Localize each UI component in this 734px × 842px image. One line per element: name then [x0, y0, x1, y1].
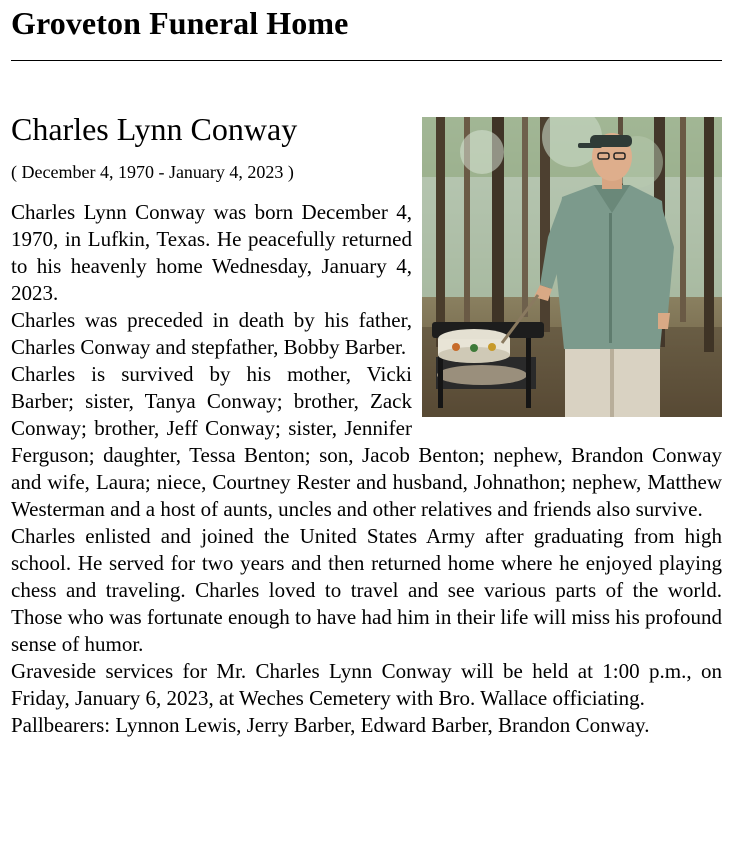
header-divider	[11, 60, 722, 61]
paragraph-pallbearers: Pallbearers: Lynnon Lewis, Jerry Barber, Edward Barber, Brandon Conway.	[11, 713, 650, 737]
paragraph-birth: Charles Lynn Conway was born December 4, 1970, in Lufkin, Texas. He peacefully returned to his heavenly home Wednesday, January 4, 2023.	[11, 200, 412, 305]
paragraph-preceded: Charles was preceded in death by his father, Charles Conway and stepfather, Bobby Barber.	[11, 308, 412, 359]
site-title: Groveton Funeral Home	[11, 5, 349, 41]
obituary	[11, 111, 722, 739]
photo-illustration	[422, 117, 722, 417]
obituary-dates: ( December 4, 1970 - January 4, 2023 )	[11, 162, 294, 182]
paragraph-survivors: Charles is survived by his mother, Vicki Barber; sister, Tanya Conway; brother, Zack Conway; brother, Jeff Conway; sister, Jennifer Ferguson; daughter, Tessa Benton; son, Jacob Benton; nephew, Brandon Conway and wife, Laura; niece, Courtney Rester and husband, Johnathon; nephew, Matthew Westerman and a host of aunts, uncles and other relatives and friends also survive.	[11, 362, 722, 521]
obituary-name: Charles Lynn Conway	[11, 111, 298, 147]
paragraph-life: Charles enlisted and joined the United States Army after graduating from high school. He served for two years and then returned home where he enjoyed playing chess and traveling. Charles loved to travel and see various parts of the world. Those who was fortunate enough to have had him in their life will miss his profound sense of humor.	[11, 524, 722, 656]
obituary-photo	[422, 117, 722, 417]
paragraph-services: Graveside services for Mr. Charles Lynn Conway will be held at 1:00 p.m., on Friday, January 6, 2023, at Weches Cemetery with Bro. Wallace officiating.	[11, 659, 722, 710]
